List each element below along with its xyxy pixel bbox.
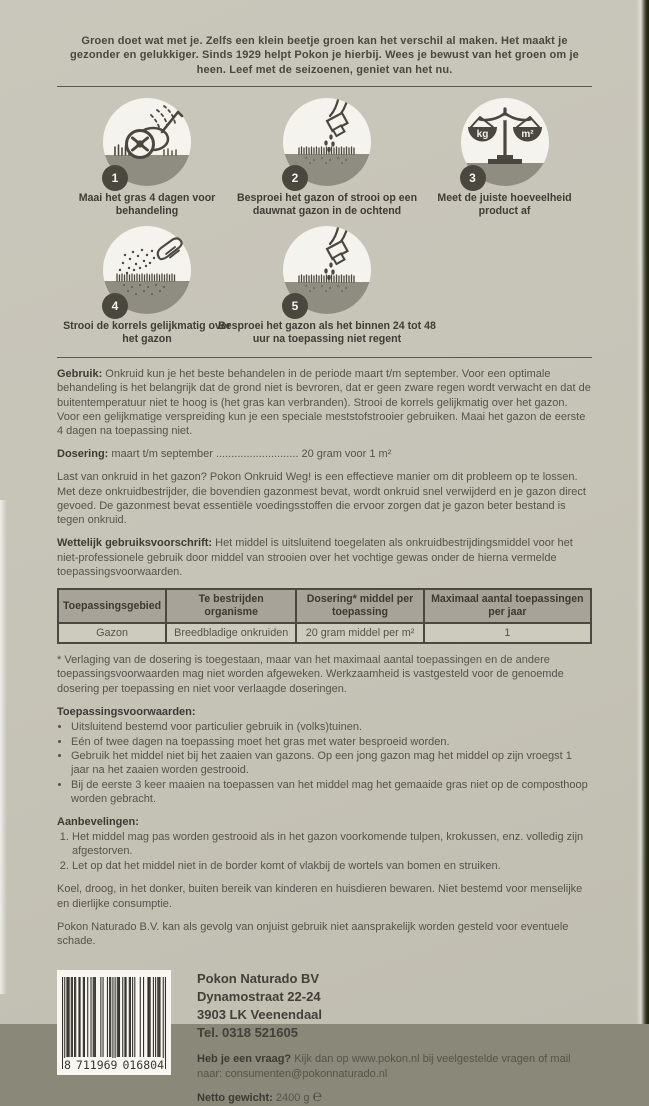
net-weight-line: Netto gewicht: 2400 g ℮ [197, 1088, 323, 1106]
dosage-table [57, 588, 592, 644]
table-header: Dosering* middel per toepassing [296, 589, 423, 623]
legal-usage-paragraph: Wettelijk gebruiksvoorschrift: Het middel is uitsluitend toegelaten als onkruidbestrijdingsmiddel voor het niet-professionele gebruik door middel van strooien over het vochtige gewas onder de hierna vermelde toepassingsvoorwaarden. [57, 537, 573, 579]
usage-heading: Gebruik: [57, 367, 103, 380]
svg-text:kg: kg [476, 128, 488, 140]
company-address-block [197, 970, 592, 1042]
company-city: 3903 LK Veenendaal [197, 1007, 323, 1023]
dosage-footnote: * Verlaging van de dosering is toegestaan, maar van het maximaal aantal toepassingen en de andere toepassingsvoorwaarden mag niet worden afgeweken. Werkzaamheid is vastgesteld voor de genoemde dosering per toepassing en niet voor verlaagde doseringen. [57, 654, 564, 695]
table-header-row [58, 589, 591, 623]
table-cell: Gazon [58, 623, 166, 643]
table-header: Toepassingsgebied [58, 589, 166, 623]
company-street: Dynamostraat 22-24 [197, 989, 321, 1005]
divider-steps [57, 357, 592, 358]
contact-question: Heb je een vraag? Kijk dan op www.pokon.nl bij veelgestelde vragen of mail naar: consumenten@pokonnaturado.nl [197, 1053, 571, 1080]
list-item: • Eén of twee dagen na toepassing moet het gras met water besproeid worden. [71, 735, 592, 749]
barcode-digits: 8 711969 016804 [64, 1058, 164, 1073]
company-phone: Tel. 0318 521605 [197, 1025, 298, 1041]
step-label: Meet de juiste hoeveelheid product af [437, 191, 572, 218]
dosage-line: Dosering: maart t/m september ........................... 20 gram voor 1 m² [57, 448, 392, 461]
list-item: 2. Let op dat het middel niet in de border komt of vlakbij de wortels van bomen en struiken. [72, 859, 592, 873]
conditions-heading: Toepassingsvoorwaarden: [57, 705, 196, 718]
usage-step-5 [218, 225, 436, 347]
package-left-edge-highlight [0, 500, 7, 994]
step-label: Strooi de korrels gelijkmatig over het gazon [63, 319, 231, 346]
recommendations-heading: Aanbevelingen: [57, 815, 139, 828]
step-number-badge: 1 [102, 165, 128, 191]
step-number-badge: 3 [460, 165, 486, 191]
step-label: Besproei het gazon of strooi op een dauwnat gazon in de ochtend [236, 191, 418, 218]
legal-heading: Wettelijk gebruiksvoorschrift: [57, 537, 213, 550]
divider-top [57, 86, 592, 87]
usage-step-2 [237, 97, 417, 219]
conditions-list [57, 720, 592, 806]
usage-paragraph: Gebruik: Onkruid kun je het beste behandelen in de periode maart t/m september. Voor een optimale behandeling is het belangrijk dat de grond niet is bevroren, dat er geen zware regen wordt verwacht en dat de buitentemperatuur niet te hoog is (het gras kan verbranden). Strooi de korrels gelijkmatig over het gazon. Voor een gelijkmatige verspreiding kun je een speciale meststofstrooier gebruiken. Maai het gazon de eerste 4 dagen na toepassing niet. [57, 367, 591, 438]
dosage-heading: Dosering: [57, 448, 109, 461]
table-cell: 1 [424, 623, 591, 643]
list-item: • Gebruik het middel niet bij het zaaien van gazons. Op een jong gazon mag het middel op zijn vroegst 1 jaar na het zaaien worden gestrooid. [71, 749, 592, 778]
list-item: • Uitsluitend bestemd voor particulier gebruik in (volks)tuinen. [71, 720, 592, 734]
liability-paragraph: Pokon Naturado B.V. kan als gevolg van onjuist gebruik niet aansprakelijk worden gesteld voor eventuele schade. [57, 920, 569, 947]
table-header: Te bestrijden organisme [166, 589, 296, 623]
company-name: Pokon Naturado BV [197, 971, 320, 987]
svg-text:m²: m² [520, 128, 534, 140]
footer [57, 970, 592, 1105]
step-label: Besproei het gazon als het binnen 24 tot 48 uur na toepassing niet regent [218, 319, 436, 346]
storage-paragraph: Koel, droog, in het donker, buiten bereik van kinderen en huisdieren bewaren. Niet bestemd voor menselijke en dierlijke consumptie. [57, 883, 583, 910]
step-number-badge: 5 [282, 293, 308, 319]
product-info-paragraph: Last van onkruid in het gazon? Pokon Onkruid Weg! is een effectieve manier om dit probleem op te lossen. Met deze onkruidbestrijder, die bovendien gazonmest bevat, wordt onkruid snel verwijderd en je gazon direct gevoed. De gazonmest bevat essentiële voedingsstoffen die ervoor zorgen dat je gazon beter bestand is tegen onkruid. [57, 471, 586, 527]
table-header: Maximaal aantal toepassingen per jaar [424, 589, 591, 623]
usage-step-3 [417, 97, 592, 219]
package-right-edge [636, 0, 649, 1024]
table-cell: 20 gram middel per m² [296, 623, 423, 643]
barcode [57, 970, 171, 1075]
step-number-badge: 2 [282, 165, 308, 191]
table-cell: Breedbladige onkruiden [166, 623, 296, 643]
usage-steps [57, 91, 592, 357]
list-item: • Bij de eerste 3 keer maaien na toepassen van het middel mag het gemaaide gras niet op de composthoop worden gebracht. [71, 778, 592, 807]
list-item: 1. Het middel mag pas worden gestrooid als in het gazon voorkomende tulpen, krokussen, enz. volledig zijn afgestorven. [72, 830, 592, 859]
step-label: Maai het gras 4 dagen voor behandeling [78, 191, 216, 218]
usage-step-1 [57, 97, 237, 219]
estimated-sign: ℮ [312, 1088, 323, 1106]
barcode-bars [62, 977, 166, 1069]
recommendations-list [57, 830, 592, 873]
brand-intro-text: Groen doet wat met je. Zelfs een klein beetje groen kan het verschil al maken. Het maakt je gezonder en gelukkiger. Sinds 1929 helpt Pokon je hierbij. Wees je bewust van het groen om je heen. Leef met de seizoenen, geniet van het nu. [70, 35, 579, 76]
table-row [58, 623, 591, 643]
step-number-badge: 4 [102, 293, 128, 319]
